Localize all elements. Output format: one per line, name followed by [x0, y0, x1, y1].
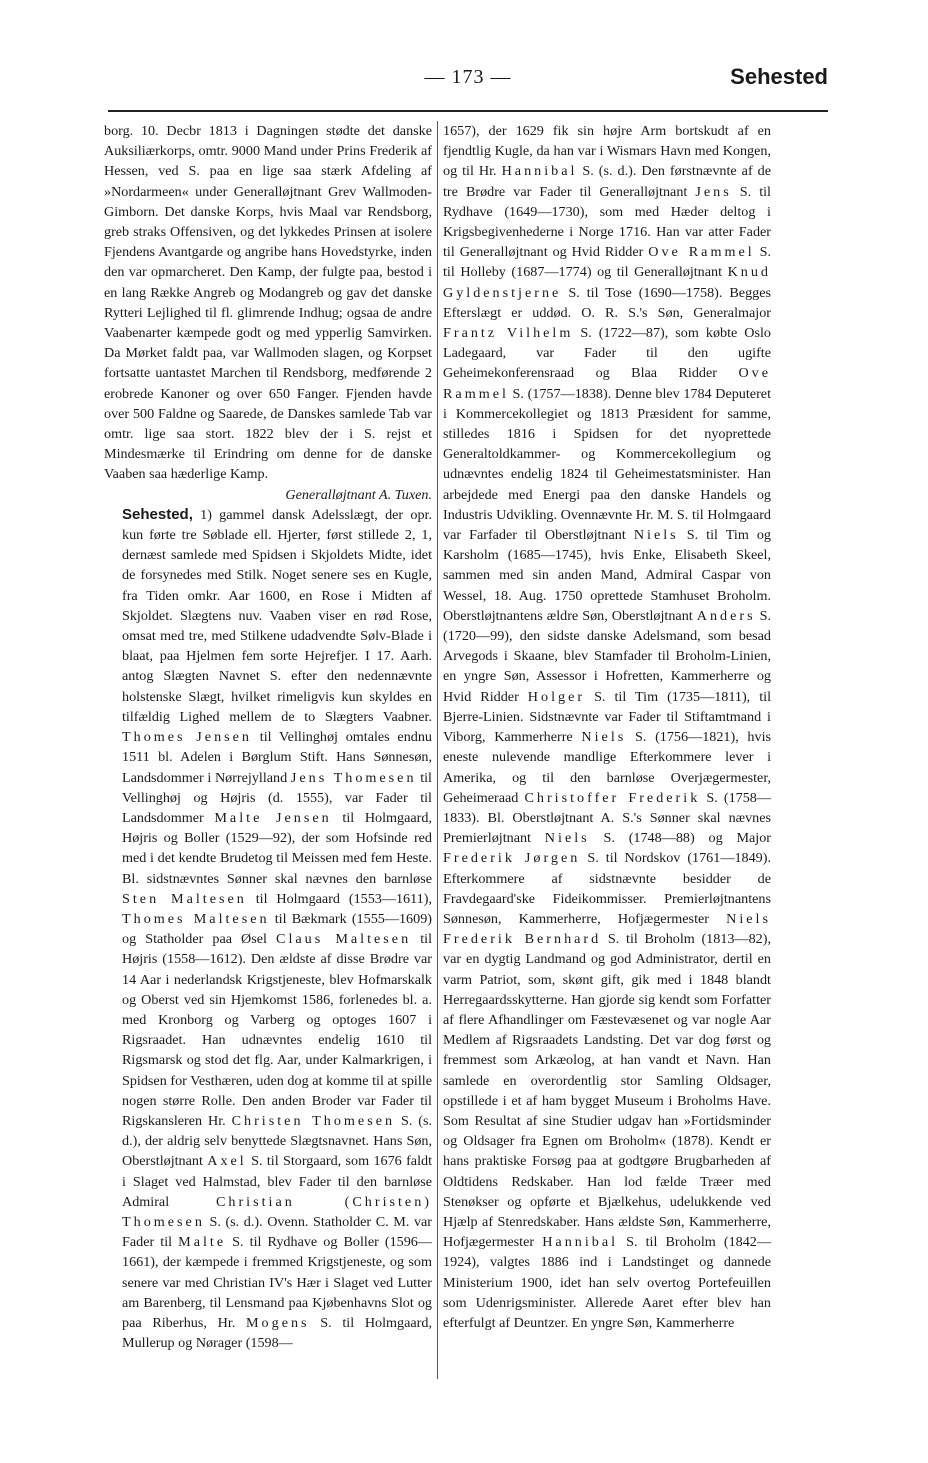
running-head: Sehested — [730, 64, 828, 89]
page-number: — 173 — — [424, 66, 512, 88]
sehested-entry: Sehested, 1) gammel dansk Adelsslægt, der opr. kun førte tre Søblade ell. Hjerter, først stillede 2, 1, dernæst samlede med Spidsen i Skjoldets Midte, idet de forsynedes med Stilk. Noget senere ses en Kugle, fra Tiden omkr. Aar 1600, en Rose i Midten af Skjoldet. Slægtens nuv. Vaaben viser en rød Rose, omsat med tre, med Stilkene udadvendte Sølv-Blade i blaat, paa Hjelmen fem sorte Hejrefjer. I 17. Aarh. antog Slægten Navnet S. efter den nedennævnte holstenske Slægt, hvilket rimeligvis kun skyldes en tilfældig Lighed mellem de to Slægters Vaabner. Thomes Jensen til Vellinghøj omtales endnu 1511 bl. Adelen i Børglum Stift. Hans Sønnesøn, Landsdommer i Nørrejylland Jens Thomesen til Vellinghøj og Højris (d. 1555), var Fader til Landsdommer Malte Jensen til Holmgaard, Højris og Boller (1529—92), der som Hofsinde red med i det kendte Brudetog til Meissen med fem Heste. Bl. sidstnævntes Sønner skal nævnes den barnløse Sten Maltesen til Holmgaard (1553—1611), Thomes Maltesen til Bækmark (1555—1609) og Statholder paa Øsel Claus Maltesen til Højris (1558—1612). Den ældste af disse Brødre var 14 Aar i nederlandsk Krigstjeneste, blev Hofmarskalk og Oberst ved sin Hjemkomst 1586, forlenedes bl. a. med Kronborg og Varberg og optoges 1607 i Rigsraadet. Han udnævntes endelig 1610 til Rigsmarsk og stod det flg. Aar, under Kalmarkrigen, i Spidsen for Vesthæren, uden dog at komme til at spille nogen større Rolle. Den anden Broder var Fader til Rigskansleren Hr. Christen Thomesen S. (s. d.), der aldrig selv benyttede Slægtsnavnet. Hans Søn, Oberstløjtnant Axel S. til Storgaard, som 1676 faldt i Slaget ved Halmstad, blev Fader til den barnløse Admiral Christian (Christen) Thomesen S. (s. d.). Ovenn. Statholder C. M. var Fader til Malte S. til Rydhave og Boller (1596—1661), der kæmpede i fremmed Krigstjeneste, og som senere var med Christian IV's Hær i Slaget ved Lutter am Barenberg, til Lensmand paa Kjøbenhavns Slot og paa Riberhus, Hr. Mogens S. til Holmgaard, Mullerup og Nørager (1598— — [122, 505, 433, 1352]
tuxen-article-text: borg. 10. Decbr 1813 i Dagningen stødte det danske Auksiliærkorps, omtr. 9000 Mand under Prins Frederik af Hessen, ved S. paa en lige saa stærk Afdeling af »Nordarmeen« under Generalløjtnant Grev Wallmoden-Gimborn. Det danske Korps, hvis Maal var Rendsborg, greb straks Offensiven, og det lykkedes Prinsen at isolere Fjendens Avantgarde og angribe hans Hovedstyrke, inden den var opmarcheret. Den Kamp, der fulgte paa, bestod i en lang Række Angreb og Modangreb og gav det danske Rytteri Lejlighed til fl. glimrende Indhug; ogsaa de andre Vaabenarter kæmpede godt og med ypperlig Samvirken. Da Mørket faldt paa, var Wallmoden slagen, og Korpset fortsatte uantastet Marchen til Rendsborg, medførende 2 erobrede Kanoner og over 650 Fanger. Fjenden havde over 500 Faldne og Saarede, de Danskes samlede Tab var omtr. lige saa stort. 1822 blev der i S. rejst et Mindesmærke til Erindring om denne for de danske Vaaben saa hæderlige Kamp. — [104, 123, 432, 483]
left-column — [104, 121, 432, 1353]
column-divider — [437, 121, 438, 1379]
page-header — [108, 66, 828, 96]
header-rule — [108, 110, 828, 112]
entry-headword: Sehested, — [122, 505, 193, 523]
article-signature: Generalløjtnant A. Tuxen. — [285, 486, 432, 503]
sehested-entry-continued: 1657), der 1629 fik sin højre Arm bortskudt af en fjendtlig Kugle, da han var i Wismars Havn med Kongen, og til Hr. Hannibal S. (s. d.). Den førstnævnte af de tre Brødre var Fader til Generalløjtnant Jens S. til Rydhave (1649—1730), som med Hæder deltog i Krigsbegivenhederne i Norge 1716. Han var atter Fader til Generalløjtnant og Hvid Ridder Ove Rammel S. til Holleby (1687—1774) og til Generalløjtnant Knud Gyldenstjerne S. til Tose (1690—1758). Begges Efterslægt er uddød. O. R. S.'s Søn, Generalmajor Frantz Vilhelm S. (1722—87), som købte Oslo Ladegaard, var Fader til den ugifte Geheimekonferensraad og Blaa Ridder Ove Rammel S. (1757—1838). Denne blev 1784 Deputeret i Kommercekollegiet og 1813 Præsident for samme, stilledes 1816 i Spidsen for det nyoprettede Generaltoldkammer- og Kommercekollegium og udnævntes endelig 1824 til Geheimestatsminister. Han arbejdede med Energi paa den danske Handels og Industris Udvikling. Ovennævnte Hr. M. S. til Holmgaard var Farfader til Oberstløjtnant Niels S. til Tim og Karsholm (1685—1745), hvis Enke, Elisabeth Skeel, sammen med sin anden Mand, Admiral Caspar von Wessel, 18. Aug. 1750 oprettede Stamhuset Broholm. Oberstløjtnantens ældre Søn, Oberstløjtnant Anders S. (1720—99), den sidste danske Adelsmand, som besad Arvegods i Skaane, blev Stamfader til Broholm-Linien, en yngre Søn, Assessor i Hofretten, Kammerherre og Hvid Ridder Holger S. til Tim (1735—1811), til Bjerre-Linien. Sidstnævnte var Fader til Stiftamtmand i Viborg, Kammerherre Niels S. (1756—1821), hvis eneste nulevende mandlige Efterkommere lever i Amerika, og til den barnløse Overjægermester, Geheimeraad Christoffer Frederik S. (1758—1833). Bl. Oberstløjtnant A. S.'s Sønner skal nævnes Premierløjtnant Niels S. (1748—88) og Major Frederik Jørgen S. til Nordskov (1761—1849). Efterkommere af sidstnævnte besidder de Fravdegaard'ske Fideikommisser. Premierløjtnantens Sønnesøn, Kammerherre, Hofjægermester Niels Frederik Bernhard S. til Broholm (1813—82), var en dygtig Landmand og god Administrator, dertil en varm Patriot, som, skønt gift, gik med i 1848 blandt Herregaardsskytterne. Han gjorde sig kendt som Forfatter af flere Afhandlinger om Fæstevæsenet og var nogle Aar Medlem af Rigsraadets Landsting. Det var dog først og fremmest som Arkæolog, at han vandt et Navn. Han samlede en overordentlig stor Samling Oldsager, opstillede i et af ham bygget Museum i Broholms Have. Som Resultat af sine Studier udgav han »Fortidsminder og Oldsager fra Egnen om Broholm« (1878). Kendt er hans praktiske Forsøg paa at godtgøre Brugbarheden af Oldtidens Redskaber. Han lod fælde Træer med Stenøkser og opførte et Bjælkehus, udelukkende ved Hjælp af Stenredskaber. Hans ældste Søn, Kammerherre, Hofjægermester Hannibal S. til Broholm (1842—1924), valgtes 1886 ind i Landstinget og dannede Ministerium 1900, idet han selv overtog Portefeuillen som Udenrigsminister. Allerede Aaret efter blev han efterfulgt af Deuntzer. En yngre Søn, Kammerherre — [443, 123, 772, 1331]
right-column — [443, 121, 771, 1333]
